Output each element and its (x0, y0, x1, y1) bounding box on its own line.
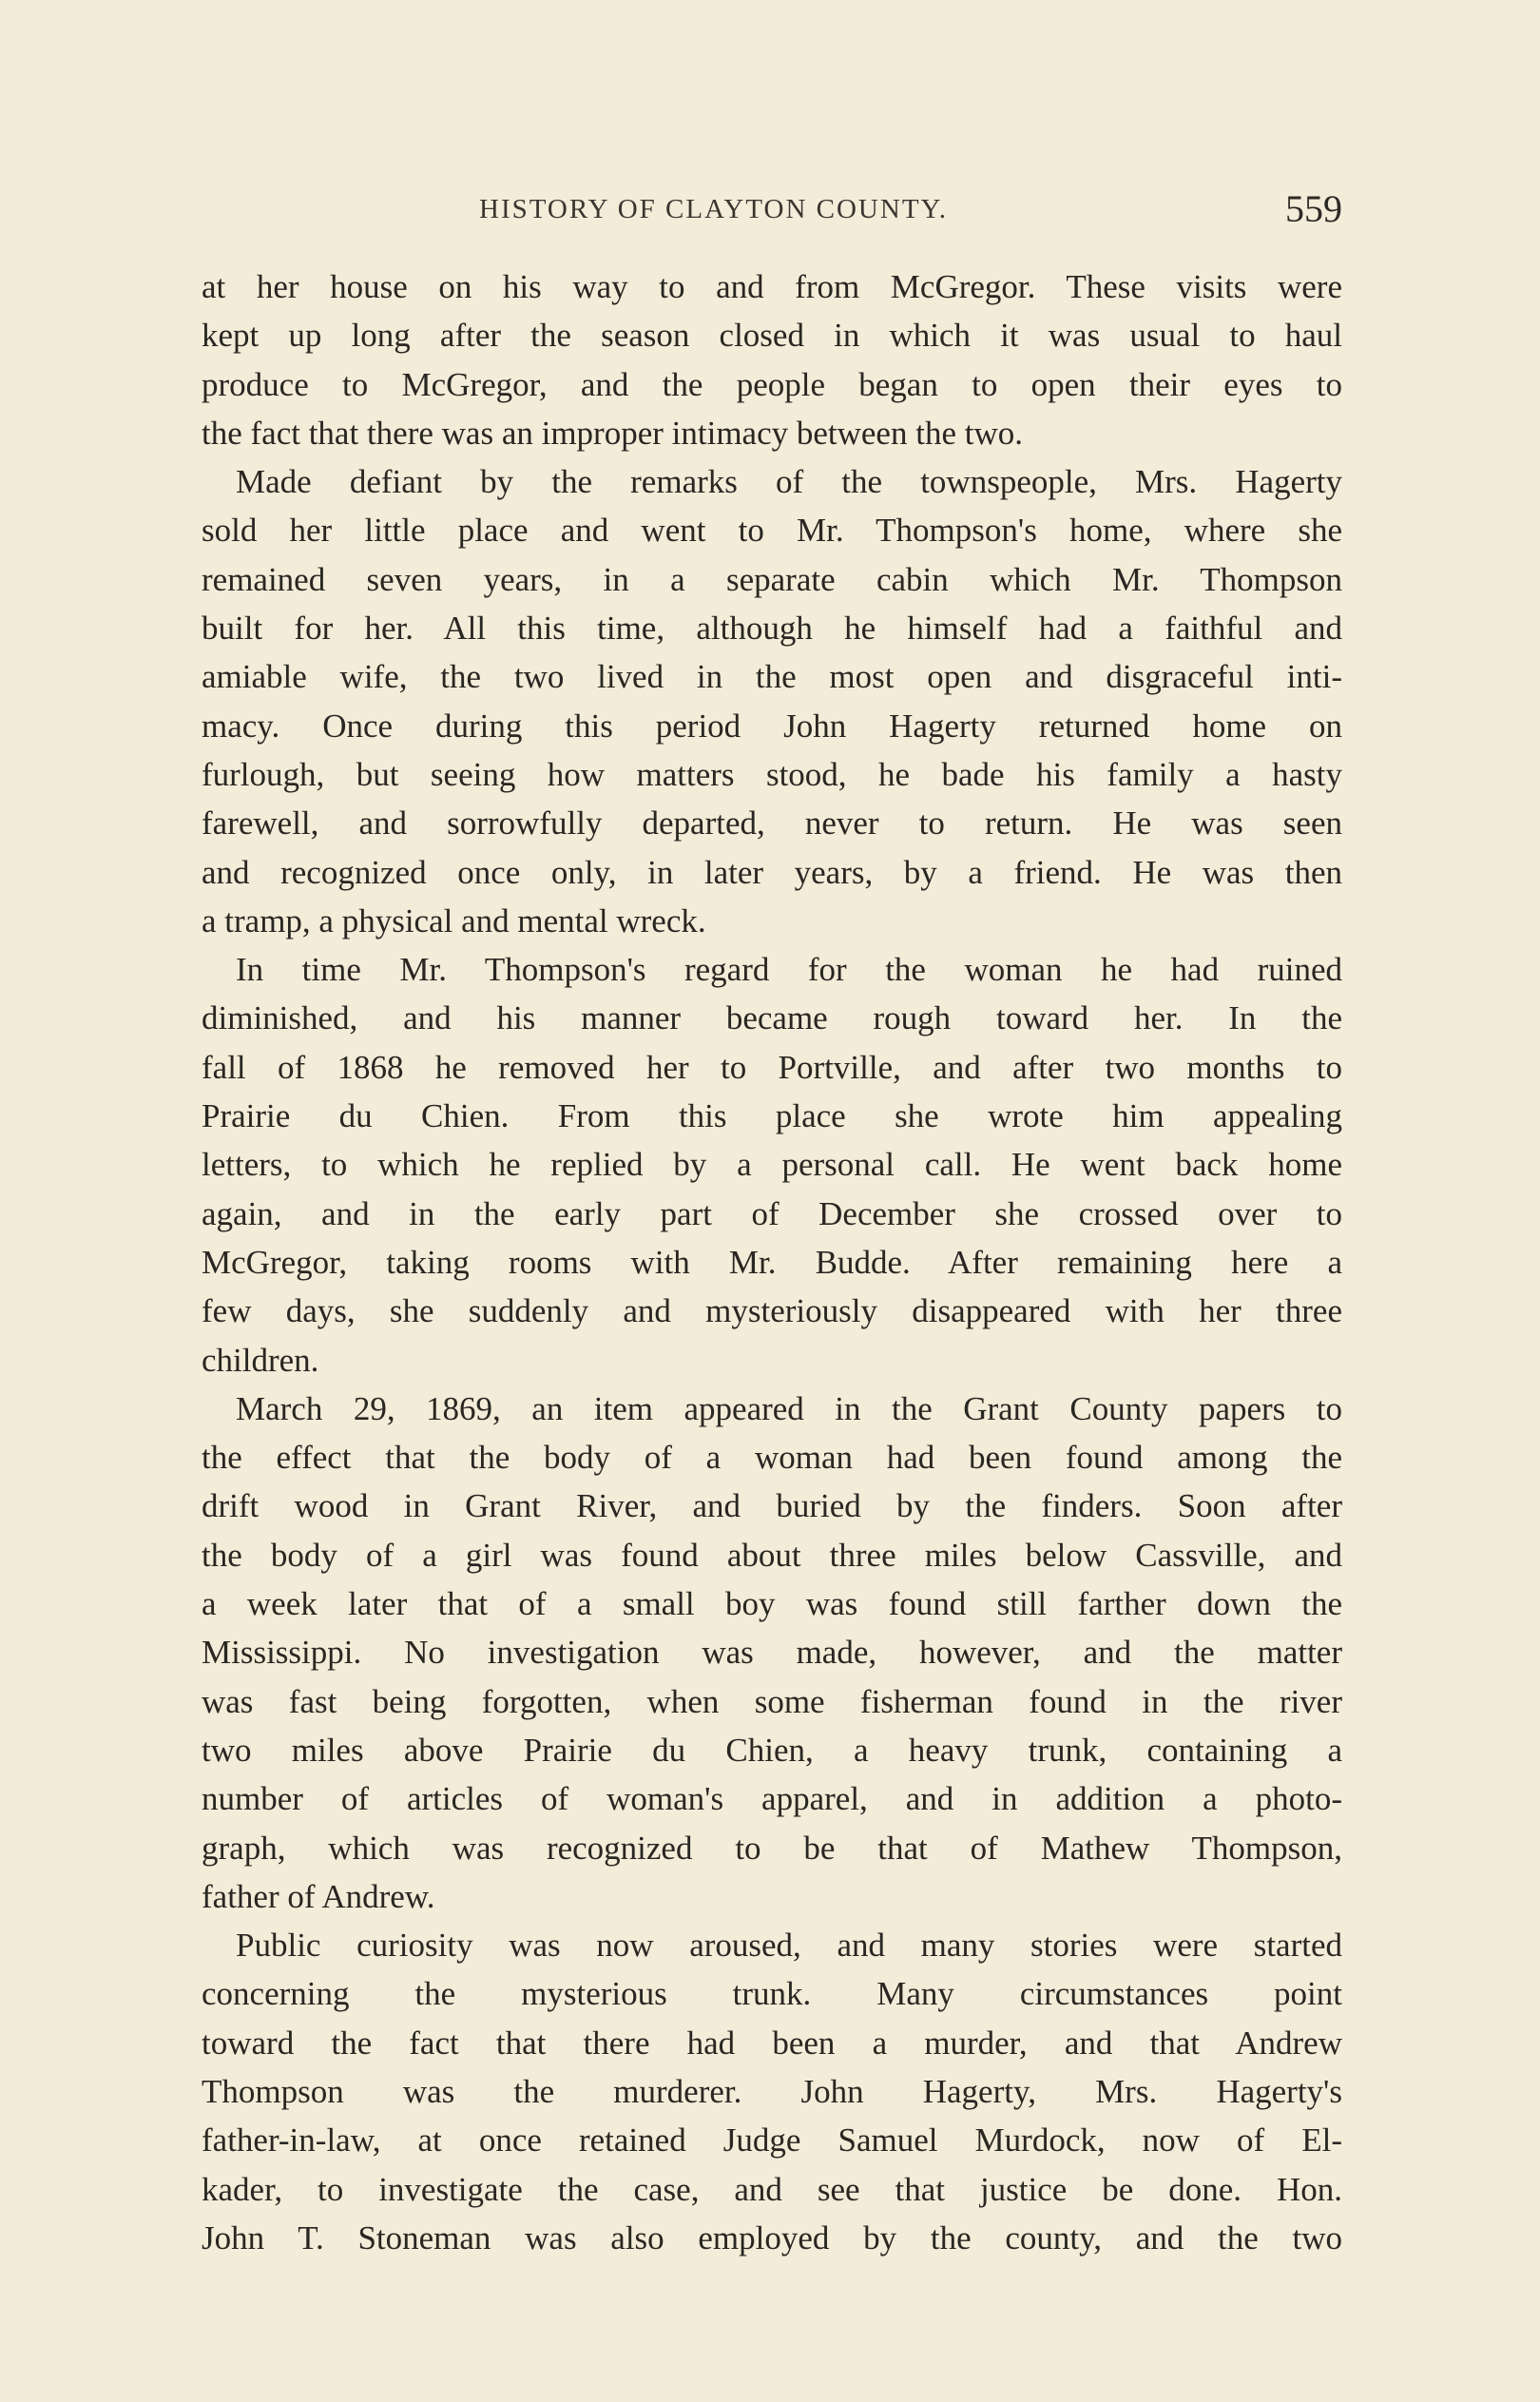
body-text (202, 262, 1342, 2262)
text-line: produce to McGregor, and the people began to open their eyes to (202, 365, 1342, 403)
text-line: a tramp, a physical and mental wreck. (202, 901, 706, 939)
text-line: was fast being forgotten, when some fisherman found in the river (202, 1682, 1342, 1720)
text-line: toward the fact that there had been a murder, and that Andrew (202, 2024, 1342, 2062)
text-line: father-in-law, at once retained Judge Samuel Murdock, now of El- (202, 2121, 1342, 2160)
text-line: John T. Stoneman was also employed by the county, and the two (202, 2218, 1342, 2257)
text-line: a week later that of a small boy was found still farther down the (202, 1585, 1342, 1623)
text-line: furlough, but seeing how matters stood, he bade his family a hasty (202, 755, 1342, 793)
text-line: Public curiosity was now aroused, and many stories were started (236, 1927, 1342, 1965)
running-head (202, 186, 1342, 234)
text-line: macy. Once during this period John Hagerty returned home on (202, 707, 1342, 745)
text-line: concerning the mysterious trunk. Many circumstances point (202, 1975, 1342, 2013)
text-line: at her house on his way to and from McGregor. These visits were (202, 268, 1342, 305)
text-line: sold her little place and went to Mr. Thompson's home, where she (202, 512, 1342, 550)
text-line: father of Andrew. (202, 1877, 435, 1915)
text-line: In time Mr. Thompson's regard for the woman he had ruined (236, 951, 1342, 989)
text-line: diminished, and his manner became rough toward her. In the (202, 999, 1342, 1037)
text-line: March 29, 1869, an item appeared in the Grant County papers to (236, 1389, 1342, 1427)
text-line: the effect that the body of a woman had been found among the (202, 1439, 1342, 1477)
text-line: Thompson was the murderer. John Hagerty, Mrs. Hagerty's (202, 2072, 1342, 2110)
text-line: children. (202, 1341, 319, 1379)
text-line: the body of a girl was found about three miles below Cassville, and (202, 1536, 1342, 1574)
text-line: few days, she suddenly and mysteriously disappeared with her three (202, 1292, 1342, 1330)
text-line: letters, to which he replied by a personal call. He went back home (202, 1146, 1342, 1184)
text-line: Prairie du Chien. From this place she wrote him appealing (202, 1097, 1342, 1135)
text-line: remained seven years, in a separate cabin which Mr. Thompson (202, 560, 1342, 598)
text-line: Mississippi. No investigation was made, however, and the matter (202, 1634, 1342, 1672)
text-line: again, and in the early part of December she crossed over to (202, 1194, 1342, 1232)
page-number: 559 (1285, 187, 1342, 230)
text-line: the fact that there was an improper intimacy between the two. (202, 414, 1023, 452)
text-line: McGregor, taking rooms with Mr. Budde. After remaining here a (202, 1243, 1342, 1281)
text-line: and recognized once only, in later years, by a friend. He was then (202, 853, 1342, 891)
text-line: built for her. All this time, although he himself had a faithful and (202, 610, 1342, 648)
text-line: kader, to investigate the case, and see that justice be done. Hon. (202, 2170, 1342, 2208)
text-line: farewell, and sorrowfully departed, never to return. He was seen (202, 804, 1342, 843)
text-line: graph, which was recognized to be that of Mathew Thompson, (202, 1829, 1342, 1867)
text-line: Made defiant by the remarks of the townspeople, Mrs. Hagerty (236, 463, 1342, 501)
text-line: drift wood in Grant River, and buried by the finders. Soon after (202, 1487, 1342, 1525)
text-line: number of articles of woman's apparel, and in addition a photo- (202, 1780, 1342, 1818)
text-line: amiable wife, the two lived in the most open and disgraceful inti- (202, 658, 1342, 696)
text-line: kept up long after the season closed in which it was usual to haul (202, 317, 1342, 355)
text-line: fall of 1868 he removed her to Portville, and after two months to (202, 1048, 1342, 1086)
running-title: HISTORY OF CLAYTON COUNTY. (479, 194, 948, 224)
text-line: two miles above Prairie du Chien, a heavy trunk, containing a (202, 1731, 1342, 1769)
